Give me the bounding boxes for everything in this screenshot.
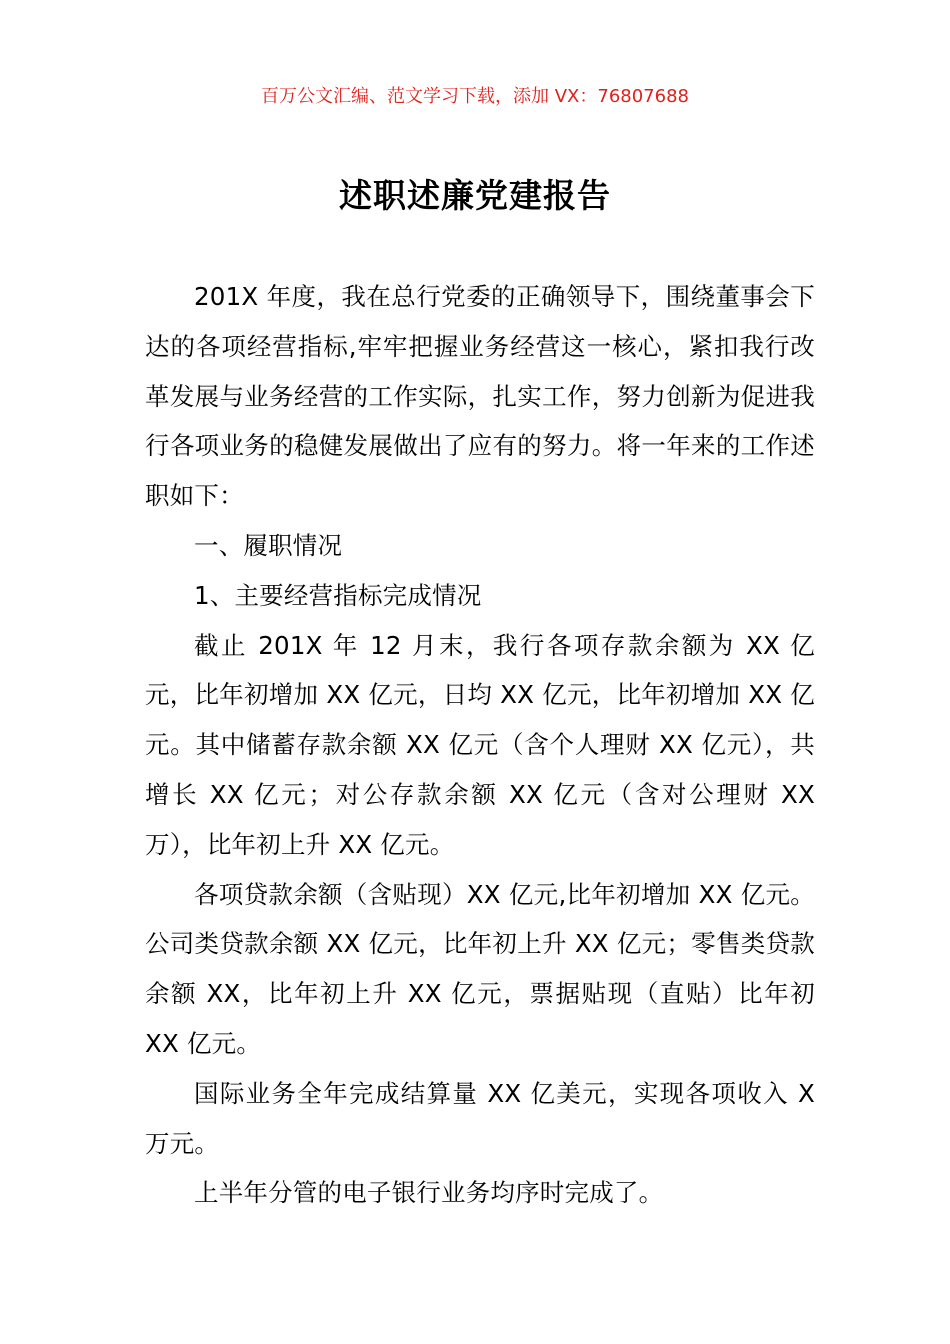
subsection-heading: 1、主要经营指标完成情况 — [194, 580, 482, 610]
document-title: 述职述廉党建报告 — [339, 176, 611, 215]
paragraph-intro: 201X 年度，我在总行党委的正确领导下，围绕董事会下达的各项经营指标,牢牢把握业务经营这一核心，紧扣我行改革发展与业务经营的工作实际，扎实工作，努力创新为促进我行各项业务的稳健发展做出了应有的努力。将一年来的工作述职如下： — [145, 282, 815, 511]
header-banner: 百万公文汇编、范文学习下载，添加 VX：76807688 — [261, 86, 689, 107]
document-body — [145, 272, 815, 1218]
paragraph-loans: 各项贷款余额（含贴现）XX 亿元,比年初增加 XX 亿元。公司类贷款余额 XX 亿元，比年初上升 XX 亿元；零售类贷款余额 XX，比年初上升 XX 亿元，票据贴现（直贴）比年初 XX 亿元。 — [145, 879, 815, 1058]
paragraph-ebanking: 上半年分管的电子银行业务均序时完成了。 — [194, 1178, 664, 1208]
paragraph-deposits: 截止 201X 年 12 月末，我行各项存款余额为 XX 亿元，比年初增加 XX 亿元，日均 XX 亿元，比年初增加 XX 亿元。其中储蓄存款余额 XX 亿元（含个人理财 XX 亿元），共增长 XX 亿元；对公存款余额 XX 亿元（含对公理财 XX 万），比年初上升 XX 亿元。 — [145, 630, 815, 859]
paragraph-international: 国际业务全年完成结算量 XX 亿美元，实现各项收入 X 万元。 — [145, 1078, 815, 1158]
section-heading: 一、履职情况 — [194, 530, 343, 560]
